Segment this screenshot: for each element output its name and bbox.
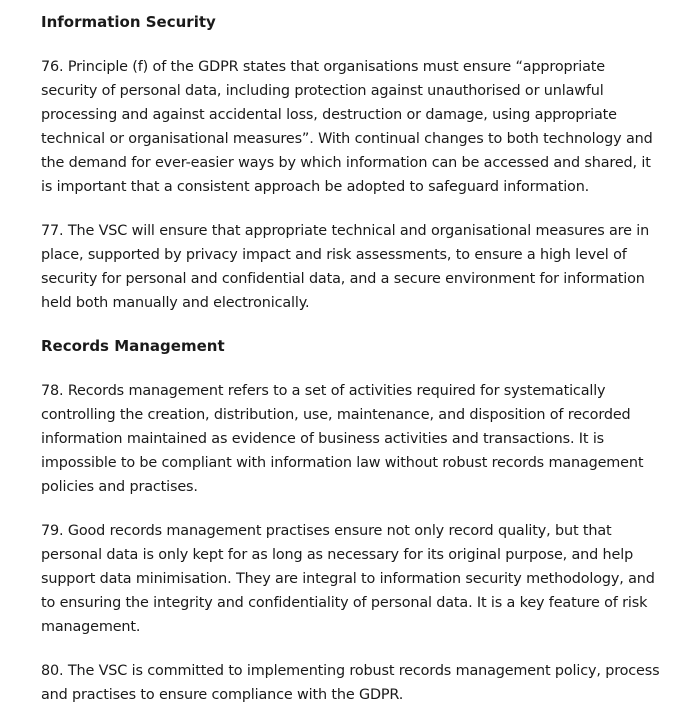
section-heading-records-management: Records Management [41, 337, 225, 355]
paragraph-77: 77. The VSC will ensure that appropriate technical and organisational measures are in place, supported by privacy impact and risk assessments, to ensure a high level of security for personal and confidential data, and a secure environment for information held both manually and electronically. [41, 223, 650, 311]
paragraph-76: 76. Principle (f) of the GDPR states that organisations must ensure “appropriate security of personal data, including protection against unauthorised or unlawful processing and against accidental loss, destruction or damage, using appropriate technical or organisational measures”. With continual changes to both technology and the demand for ever-easier ways by which information can be accessed and shared, it is important that a consistent approach be adopted to safeguard information. [41, 59, 653, 195]
paragraph-80: 80. The VSC is committed to implementing robust records management policy, process and practises to ensure compliance with the GDPR. [41, 663, 660, 703]
section-heading-information-security: Information Security [41, 13, 216, 31]
paragraph-78: 78. Records management refers to a set of activities required for systematically controlling the creation, distribution, use, maintenance, and disposition of recorded information maintained as evidence of business activities and transactions. It is impossible to be compliant with information law without robust records management policies and practises. [41, 383, 644, 495]
paragraph-79: 79. Good records management practises ensure not only record quality, but that personal data is only kept for as long as necessary for its original purpose, and help support data minimisation. They are integral to information security methodology, and to ensuring the integrity and confidentiality of personal data. It is a key feature of risk management. [41, 523, 655, 635]
